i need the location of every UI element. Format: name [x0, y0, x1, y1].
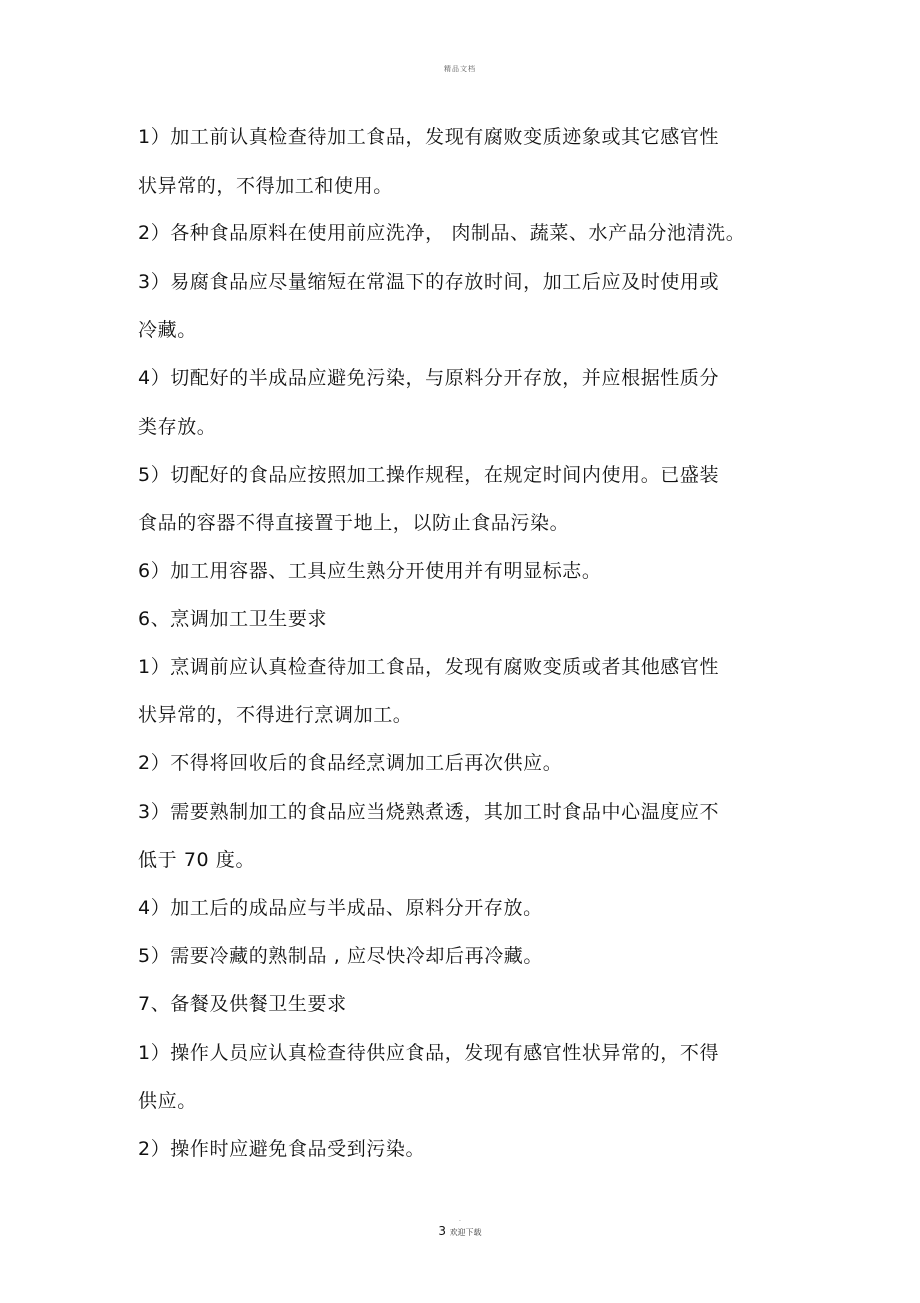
text-line: 低于 70 度。 [138, 849, 256, 871]
text-line: 类存放。 [138, 416, 217, 438]
text-line: 状异常的，不得进行烹调加工。 [138, 704, 413, 726]
text-line: 食品的容器不得直接置于地上，以防止食品污染。 [138, 512, 570, 534]
text-line: 4）切配好的半成品应避免污染，与原料分开存放，并应根据性质分 [138, 367, 720, 389]
page-footer [0, 1217, 920, 1238]
text-line: 1）加工前认真检查待加工食品，发现有腐败变质迹象或其它感官性 [138, 126, 720, 148]
footer-dot: . [459, 1216, 461, 1223]
page-number: 3 [438, 1224, 447, 1238]
text-line: 4）加工后的成品应与半成品、原料分开存放。 [138, 897, 543, 919]
text-line: 5）切配好的食品应按照加工操作规程，在规定时间内使用。已盛装 [138, 464, 720, 486]
text-line: 2）不得将回收后的食品经烹调加工后再次供应。 [138, 752, 563, 774]
text-line: 6）加工用容器、工具应生熟分开使用并有明显标志。 [138, 560, 602, 582]
text-line: 供应。 [138, 1090, 197, 1112]
text-line: 2）各种食品原料在使用前应洗净， 肉制品、蔬菜、水产品分池清洗。 [138, 222, 746, 244]
text-line: 2）操作时应避免食品受到污染。 [138, 1138, 426, 1160]
text-line: 1）操作人员应认真检查待供应食品，发现有感官性状异常的，不得 [138, 1042, 720, 1064]
footer-label: 欢迎下载 [449, 1228, 482, 1237]
text-line: 3）需要熟制加工的食品应当烧熟煮透，其加工时食品中心温度应不 [138, 801, 720, 823]
text-line: 3）易腐食品应尽量缩短在常温下的存放时间，加工后应及时使用或 [138, 271, 720, 293]
page-header: 精品文档 [444, 65, 476, 73]
text-line: 5）需要冷藏的熟制品 , 应尽快冷却后再冷藏。 [138, 945, 544, 967]
text-line: 1）烹调前应认真检查待加工食品，发现有腐败变质或者其他感官性 [138, 656, 720, 678]
text-line: 状异常的，不得加工和使用。 [138, 175, 393, 197]
section-heading: 7、备餐及供餐卫生要求 [138, 993, 347, 1015]
section-heading: 6、烹调加工卫生要求 [138, 608, 328, 630]
text-line: 冷藏。 [138, 319, 197, 341]
